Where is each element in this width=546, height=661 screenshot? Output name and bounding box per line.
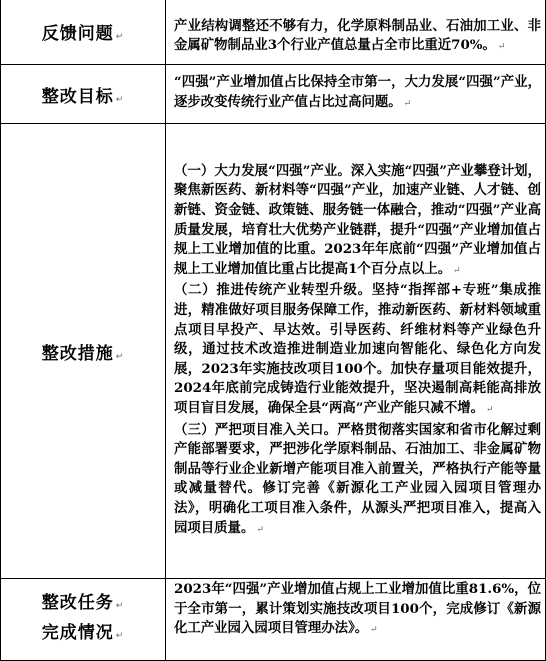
row-content-target: “四强”产业增加值占比保持全市第一，大力发展“四强”产业，逐步改变传统行业产值占比过高问题。 ↵	[166, 65, 546, 124]
table-row-completion	[1, 579, 546, 661]
table-row-feedback	[1, 0, 546, 65]
row-content-feedback: 产业结构调整还不够有力，化学原料制品业、石油加工业、非金属矿物制品业3个行业产值总量占全市比重近70%。 ↵	[166, 0, 546, 65]
row-label-completion: 整改任务 ↵ 完成情况 ↵	[1, 579, 166, 661]
row-content-measures: （一）大力发展“四强”产业。深入实施“四强”产业攀登计划，聚焦新医药、新材料等“四强”产业，加速产业链、人才链、创新链、资金链、政策链、服务链一体融合，推动“四强”产业高质量发展，培育壮大优势产业链群，提升“四强”产业增加值占规上工业增加值的比重。2023年年底前“四强”产业增加值占规上工业增加值比重占比提高1个百分点以上。 ↵ （二）推进传统产业转型升级。坚持“指挥部+专班”集成推进，精准做好项目服务保障工作，推动新医药、新材料领域重点项目早投产、早达效。引导医药、纤维材料等产业绿色升级，通过技术改造推进制造业加速向智能化、绿色化方向发展，2023年实施技改项目100个。加快存量项目能效提升，2024年底前完成铸造行业能效提升，坚决遏制高耗能高排放项目盲目发展，确保全县“两高”产业产能只减不增。 ↵ （三）严把项目准入关口。严格贯彻落实国家和省市化解过剩产能部署要求，严把涉化学原料制品、石油加工、非金属矿物制品等行业企业新增产能项目准入前置关，严格执行产能等量或减量替代。修订完善《新源化工产业园入园项目管理办法》，明确化工项目准入条件，从源头严把项目准入，提高入园项目质量。 ↵	[166, 124, 546, 579]
target-text: “四强”产业增加值占比保持全市第一，大力发展“四强”产业，逐步改变传统行业产值占比过高问题。	[174, 74, 541, 110]
table-row-target	[1, 65, 546, 124]
row-label-measures: 整改措施 ↵	[1, 124, 166, 579]
measure-2-text: （二）推进传统产业转型升级。坚持“指挥部+专班”集成推进，精准做好项目服务保障工作，推动新医药、新材料领域重点项目早投产、早达效。引导医药、纤维材料等产业绿色升级，通过技术改造推进制造业加速向智能化、绿色化方向发展，2023年实施技改项目100个。加快存量项目能效提升，2024年底前完成铸造行业能效提升，坚决遏制高耗能高排放项目盲目发展，确保全县“两高”产业产能只减不增。	[174, 282, 541, 416]
row-label-target: 整改目标 ↵	[1, 65, 166, 124]
row-label-feedback: 反馈问题 ↵	[1, 0, 166, 65]
measure-1-text: （一）大力发展“四强”产业。深入实施“四强”产业攀登计划，聚焦新医药、新材料等“四强”产业，加速产业链、人才链、创新链、资金链、政策链、服务链一体融合，推动“四强”产业高质量发展，培育壮大优势产业链群，提升“四强”产业增加值占规上工业增加值的比重。2023年年底前“四强”产业增加值占规上工业增加值比重占比提高1个百分点以上。	[174, 162, 541, 277]
table-row-measures	[1, 124, 546, 579]
measure-3-text: （三）严把项目准入关口。严格贯彻落实国家和省市化解过剩产能部署要求，严把涉化学原料制品、石油加工、非金属矿物制品等行业企业新增产能项目准入前置关，严格执行产能等量或减量替代。修订完善《新源化工产业园入园项目管理办法》，明确化工项目准入条件，从源头严把项目准入，提高入园项目质量。	[174, 421, 541, 536]
feedback-text: 产业结构调整还不够有力，化学原料制品业、石油加工业、非金属矿物制品业3个行业产值总量占全市比重近70%。	[174, 17, 541, 54]
row-content-completion: 2023年“四强”产业增加值占规上工业增加值比重81.6%，位于全市第一，累计策划实施技改项目100个，完成修订《新源化工产业园入园项目管理办法》。 ↵	[166, 579, 546, 661]
completion-text: 2023年“四强”产业增加值占规上工业增加值比重81.6%，位于全市第一，累计策划实施技改项目100个，完成修订《新源化工产业园入园项目管理办法》。	[174, 581, 541, 637]
